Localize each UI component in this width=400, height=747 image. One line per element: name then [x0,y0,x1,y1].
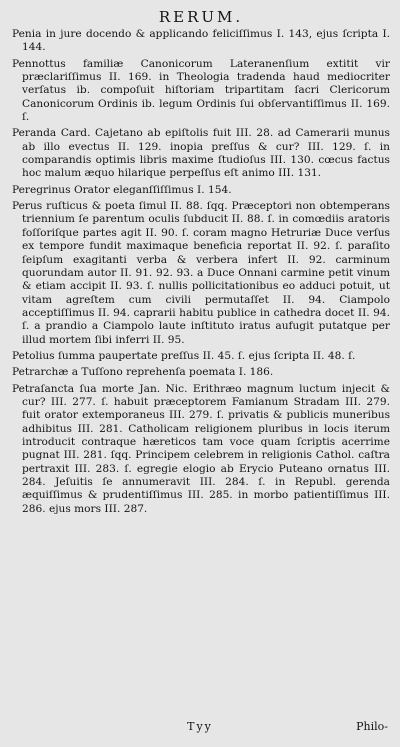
page-footer [0,720,400,740]
index-entry-petrasancta: Petraſancta ſua morte Jan. Nic. Erithræo magnum luctum injecit & cur? III. 277. ſ. habuit præceptorem Famianum Stradam III. 279. fuit orator extemporaneus III. 279. ſ. privatis & publicis muneribus adhibitus III. 281. Catholicam religionem pluribus in locis iterum introducit contraque hæreticos tam voce quam ſcriptis acerrime pugnat III. 281. ſqq. Principem celebrem in religionis Cathol. caſtra pertraxit III. 283. ſ. egregie elogio ab Erycio Puteano ornatus III. 284. Jeſuitis ſe annumeravit III. 284. ſ. in Republ. gerenda æquiſſimus & prudentiſſimus III. 285. in morbo patientiſſimus III. 286. ejus mors III. 287. [12,382,390,515]
index-entry-peregrinus: Peregrinus Orator eleganſſiſſimus I. 154. [12,183,232,196]
index-entry-penia: Penia in jure docendo & applicando feliciſſimus I. 143, ejus ſcripta I. 144. [12,28,390,54]
index-entry-pennottus: Pennottus familiæ Canonicorum Lateranenſium extitit vir præclariſſimus II. 169. in Theologia tradenda haud mediocriter verſatus ib. compoſuit hiſtoriam tripartitam ſacri Clericorum Canonicorum Ordinis ib. legum Ordinis ſui obſervantiſſimus II. 169. ſ. [12,57,390,124]
index-entries [12,28,390,516]
index-entry-petolius: Petolius ſumma paupertate preſſus II. 45. ſ. ejus ſcripta II. 48. ſ. [12,349,356,362]
index-entry-perus: Perus ruſticus & poeta ſimul II. 88. ſqq. Præceptori non obtemperans triennium ſe parentum oculis ſubducit II. 88. ſ. in comœdiis aratoris foſſoriſque partes agit II. 90. ſ. coram magno Hetruriæ Duce verſus ex tempore fundit maximaque beneficia reportat II. 92. ſ. paraſito ſeipſum exagitanti verba & verbera infert II. 92. carminum quorundam autor II. 91. 92. 93. a Duce Onnani carmine petit vinum & etiam accipit II. 93. ſ. nullis pollicitationibus eo adduci potuit, ut vitam agreſtem cum civili permutaſſet II. 94. Ciampolo acceptiſſimus II. 94. caprarii habitu publice in cathedra docet II. 94. ſ. a prandio a Ciampolo laute inſtituto iratus aufugit putatque per illud mortem ſibi inferri II. 95. [12,200,390,346]
index-entry-petrarcha: Petrarchæ a Tuſſono reprehenſa poemata I. 186. [12,366,274,379]
catchword: Philo- [356,720,388,733]
signature-mark: Tyy [187,720,213,733]
index-entry-peranda: Peranda Card. Cajetano ab epiſtolis fuit III. 28. ad Camerarii munus ab illo evectus II. 129. inopia preſſus & cur? III. 129. ſ. in comparandis optimis libris maxime ſtudioſus III. 130. cœcus factus hoc malum æquo hilarique perpeſſus eſt animo III. 131. [12,127,390,180]
running-header: RERUM. [158,8,244,26]
